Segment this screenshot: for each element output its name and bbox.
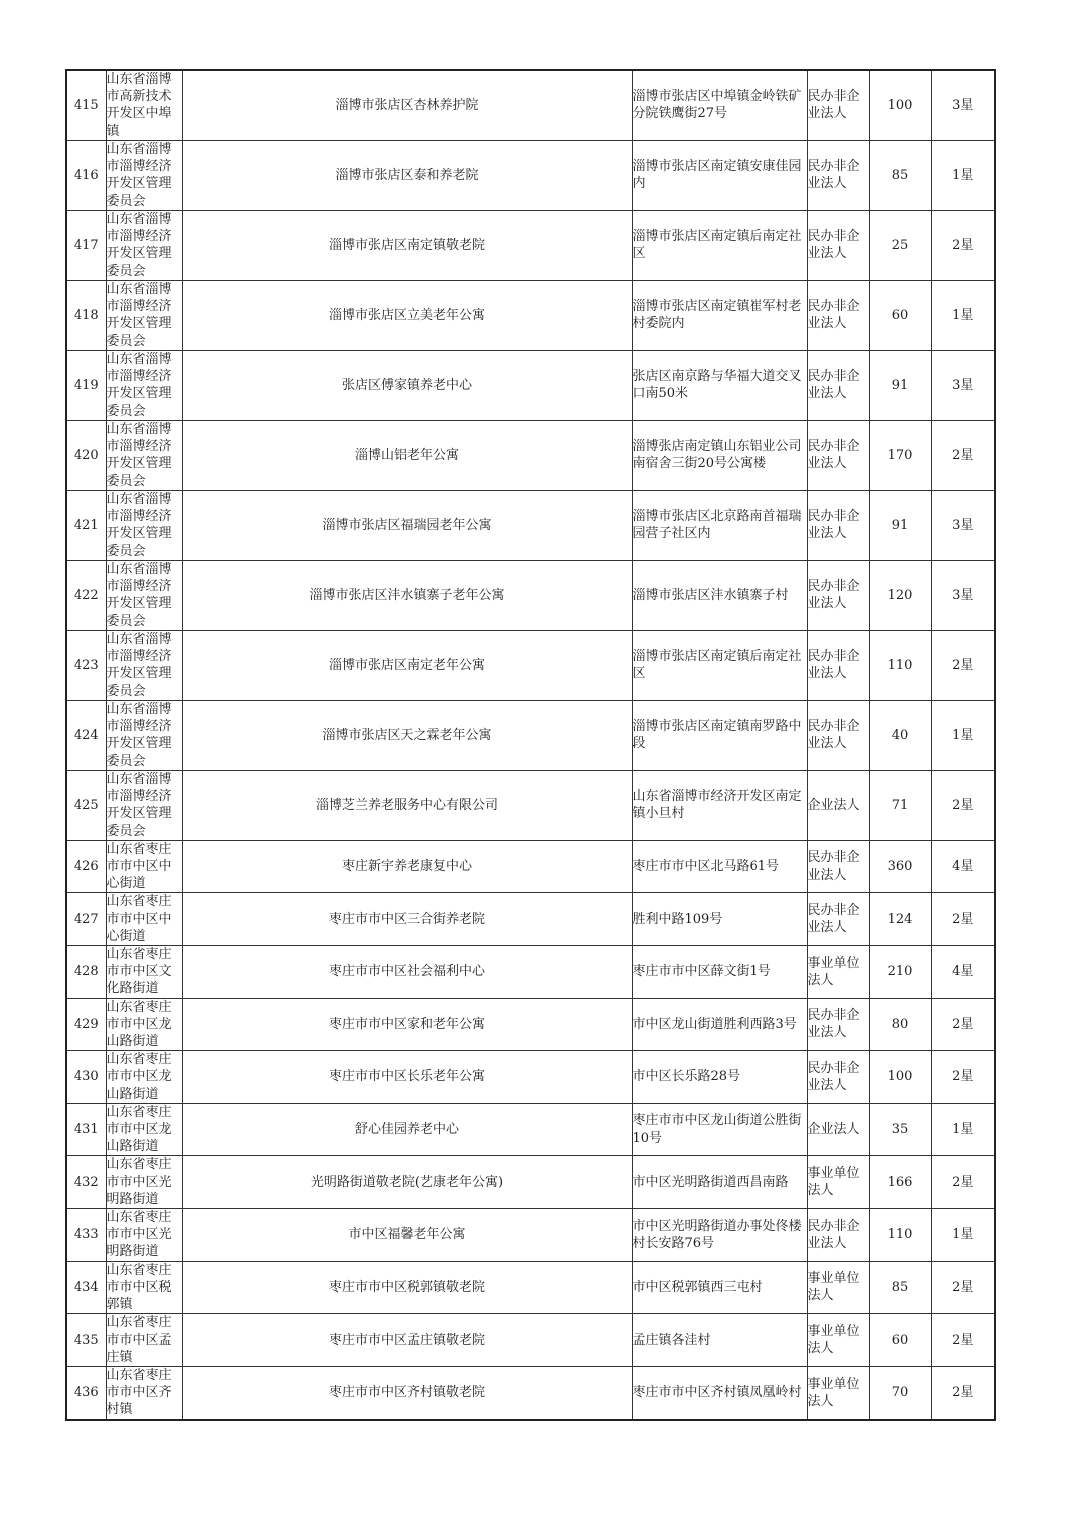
row-address: 淄博张店南定镇山东铝业公司南宿舍三街20号公寓楼 <box>632 420 807 490</box>
row-area: 山东省淄博市淄博经济开发区管理委员会 <box>106 350 182 420</box>
row-address: 淄博市张店区中埠镇金岭铁矿分院铁鹰街27号 <box>632 70 807 140</box>
row-legal-type: 民办非企业法人 <box>807 1051 869 1104</box>
table-row <box>66 420 995 490</box>
row-number: 429 <box>66 998 106 1051</box>
row-address: 淄博市张店区南定镇后南定社区 <box>632 630 807 700</box>
row-rating: 1星 <box>931 140 995 210</box>
row-number: 432 <box>66 1156 106 1209</box>
row-address: 山东省淄博市经济开发区南定镇小旦村 <box>632 770 807 840</box>
row-area: 山东省淄博市淄博经济开发区管理委员会 <box>106 700 182 770</box>
row-rating: 2星 <box>931 1156 995 1209</box>
row-legal-type: 民办非企业法人 <box>807 630 869 700</box>
row-area: 山东省枣庄市市中区齐村镇 <box>106 1366 182 1419</box>
row-number: 424 <box>66 700 106 770</box>
row-beds: 100 <box>869 1051 931 1104</box>
row-institution-name: 淄博市张店区沣水镇寨子老年公寓 <box>182 560 632 630</box>
row-number: 417 <box>66 210 106 280</box>
row-institution-name: 枣庄市市中区齐村镇敬老院 <box>182 1366 632 1419</box>
row-beds: 110 <box>869 1209 931 1262</box>
row-address: 枣庄市市中区龙山街道公胜街10号 <box>632 1103 807 1156</box>
row-beds: 91 <box>869 490 931 560</box>
row-rating: 1星 <box>931 700 995 770</box>
row-legal-type: 民办非企业法人 <box>807 70 869 140</box>
table-row <box>66 1366 995 1419</box>
row-institution-name: 枣庄市市中区社会福利中心 <box>182 946 632 999</box>
row-number: 423 <box>66 630 106 700</box>
row-address: 淄博市张店区北京路南首福瑞园营子社区内 <box>632 490 807 560</box>
row-legal-type: 民办非企业法人 <box>807 280 869 350</box>
row-institution-name: 张店区傅家镇养老中心 <box>182 350 632 420</box>
row-address: 淄博市张店区南定镇南罗路中段 <box>632 700 807 770</box>
row-institution-name: 舒心佳园养老中心 <box>182 1103 632 1156</box>
row-legal-type: 民办非企业法人 <box>807 893 869 946</box>
row-beds: 110 <box>869 630 931 700</box>
row-address: 枣庄市市中区北马路61号 <box>632 840 807 893</box>
row-beds: 120 <box>869 560 931 630</box>
row-rating: 2星 <box>931 1366 995 1419</box>
row-beds: 60 <box>869 280 931 350</box>
row-beds: 35 <box>869 1103 931 1156</box>
row-area: 山东省淄博市高新技术开发区中埠镇 <box>106 70 182 140</box>
row-area: 山东省枣庄市市中区中心街道 <box>106 840 182 893</box>
table-row <box>66 350 995 420</box>
row-beds: 85 <box>869 1261 931 1314</box>
row-institution-name: 淄博山铝老年公寓 <box>182 420 632 490</box>
row-number: 434 <box>66 1261 106 1314</box>
row-area: 山东省淄博市淄博经济开发区管理委员会 <box>106 630 182 700</box>
row-legal-type: 事业单位法人 <box>807 1366 869 1419</box>
table-row <box>66 998 995 1051</box>
row-institution-name: 枣庄市市中区家和老年公寓 <box>182 998 632 1051</box>
table-row <box>66 280 995 350</box>
row-legal-type: 民办非企业法人 <box>807 350 869 420</box>
table-row <box>66 840 995 893</box>
row-legal-type: 民办非企业法人 <box>807 560 869 630</box>
row-legal-type: 民办非企业法人 <box>807 840 869 893</box>
row-beds: 360 <box>869 840 931 893</box>
row-rating: 2星 <box>931 630 995 700</box>
row-rating: 4星 <box>931 840 995 893</box>
row-address: 市中区税郭镇西三屯村 <box>632 1261 807 1314</box>
row-area: 山东省枣庄市市中区龙山路街道 <box>106 1103 182 1156</box>
row-address: 淄博市张店区沣水镇寨子村 <box>632 560 807 630</box>
row-number: 426 <box>66 840 106 893</box>
row-institution-name: 淄博市张店区立美老年公寓 <box>182 280 632 350</box>
table-row <box>66 210 995 280</box>
row-number: 431 <box>66 1103 106 1156</box>
row-number: 435 <box>66 1314 106 1367</box>
row-rating: 3星 <box>931 490 995 560</box>
row-number: 419 <box>66 350 106 420</box>
row-address: 淄博市张店区南定镇安康佳园内 <box>632 140 807 210</box>
row-number: 418 <box>66 280 106 350</box>
row-area: 山东省枣庄市市中区中心街道 <box>106 893 182 946</box>
row-number: 436 <box>66 1366 106 1419</box>
row-number: 430 <box>66 1051 106 1104</box>
table-row <box>66 1051 995 1104</box>
row-area: 山东省枣庄市市中区孟庄镇 <box>106 1314 182 1367</box>
row-beds: 80 <box>869 998 931 1051</box>
row-address: 枣庄市市中区齐村镇凤凰岭村 <box>632 1366 807 1419</box>
row-legal-type: 企业法人 <box>807 770 869 840</box>
row-institution-name: 淄博芝兰养老服务中心有限公司 <box>182 770 632 840</box>
table-row <box>66 700 995 770</box>
row-institution-name: 淄博市张店区杏林养护院 <box>182 70 632 140</box>
row-area: 山东省淄博市淄博经济开发区管理委员会 <box>106 420 182 490</box>
row-beds: 71 <box>869 770 931 840</box>
table-row <box>66 1209 995 1262</box>
row-institution-name: 淄博市张店区南定镇敬老院 <box>182 210 632 280</box>
row-rating: 1星 <box>931 1103 995 1156</box>
row-legal-type: 民办非企业法人 <box>807 210 869 280</box>
table-row <box>66 770 995 840</box>
row-address: 淄博市张店区南定镇后南定社区 <box>632 210 807 280</box>
row-institution-name: 市中区福馨老年公寓 <box>182 1209 632 1262</box>
table-row <box>66 560 995 630</box>
row-area: 山东省淄博市淄博经济开发区管理委员会 <box>106 490 182 560</box>
row-institution-name: 淄博市张店区天之霖老年公寓 <box>182 700 632 770</box>
row-institution-name: 光明路街道敬老院(艺康老年公寓) <box>182 1156 632 1209</box>
row-institution-name: 枣庄新宇养老康复中心 <box>182 840 632 893</box>
row-number: 422 <box>66 560 106 630</box>
row-area: 山东省淄博市淄博经济开发区管理委员会 <box>106 210 182 280</box>
row-area: 山东省淄博市淄博经济开发区管理委员会 <box>106 140 182 210</box>
row-rating: 4星 <box>931 946 995 999</box>
row-beds: 210 <box>869 946 931 999</box>
table-row <box>66 140 995 210</box>
row-rating: 2星 <box>931 998 995 1051</box>
row-rating: 2星 <box>931 1314 995 1367</box>
row-institution-name: 枣庄市市中区税郭镇敬老院 <box>182 1261 632 1314</box>
row-institution-name: 枣庄市市中区长乐老年公寓 <box>182 1051 632 1104</box>
row-rating: 1星 <box>931 1209 995 1262</box>
row-beds: 166 <box>869 1156 931 1209</box>
row-legal-type: 事业单位法人 <box>807 1261 869 1314</box>
row-number: 433 <box>66 1209 106 1262</box>
table-body <box>66 70 995 1420</box>
row-number: 425 <box>66 770 106 840</box>
row-address: 张店区南京路与华福大道交叉口南50米 <box>632 350 807 420</box>
row-address: 胜利中路109号 <box>632 893 807 946</box>
elderly-care-institution-table <box>65 69 996 1421</box>
row-legal-type: 事业单位法人 <box>807 946 869 999</box>
row-beds: 100 <box>869 70 931 140</box>
row-rating: 2星 <box>931 1051 995 1104</box>
row-legal-type: 企业法人 <box>807 1103 869 1156</box>
row-beds: 124 <box>869 893 931 946</box>
row-institution-name: 枣庄市市中区三合街养老院 <box>182 893 632 946</box>
row-beds: 85 <box>869 140 931 210</box>
row-legal-type: 民办非企业法人 <box>807 140 869 210</box>
row-number: 420 <box>66 420 106 490</box>
row-area: 山东省淄博市淄博经济开发区管理委员会 <box>106 280 182 350</box>
row-rating: 2星 <box>931 770 995 840</box>
row-rating: 3星 <box>931 560 995 630</box>
row-area: 山东省枣庄市市中区税郭镇 <box>106 1261 182 1314</box>
row-number: 421 <box>66 490 106 560</box>
row-beds: 60 <box>869 1314 931 1367</box>
row-address: 孟庄镇各洼村 <box>632 1314 807 1367</box>
row-rating: 2星 <box>931 210 995 280</box>
row-rating: 3星 <box>931 70 995 140</box>
row-address: 市中区长乐路28号 <box>632 1051 807 1104</box>
row-rating: 2星 <box>931 1261 995 1314</box>
row-legal-type: 事业单位法人 <box>807 1314 869 1367</box>
row-beds: 170 <box>869 420 931 490</box>
row-area: 山东省枣庄市市中区龙山路街道 <box>106 1051 182 1104</box>
row-area: 山东省枣庄市市中区光明路街道 <box>106 1156 182 1209</box>
row-address: 市中区龙山街道胜利西路3号 <box>632 998 807 1051</box>
row-rating: 2星 <box>931 893 995 946</box>
row-beds: 25 <box>869 210 931 280</box>
row-legal-type: 民办非企业法人 <box>807 490 869 560</box>
table-row <box>66 630 995 700</box>
row-number: 416 <box>66 140 106 210</box>
row-legal-type: 事业单位法人 <box>807 1156 869 1209</box>
row-rating: 3星 <box>931 350 995 420</box>
row-number: 428 <box>66 946 106 999</box>
row-address: 市中区光明路街道办事处佟楼村长安路76号 <box>632 1209 807 1262</box>
table-row <box>66 1156 995 1209</box>
row-rating: 1星 <box>931 280 995 350</box>
row-institution-name: 枣庄市市中区孟庄镇敬老院 <box>182 1314 632 1367</box>
row-legal-type: 民办非企业法人 <box>807 420 869 490</box>
table-row <box>66 70 995 140</box>
row-institution-name: 淄博市张店区泰和养老院 <box>182 140 632 210</box>
row-beds: 91 <box>869 350 931 420</box>
row-area: 山东省淄博市淄博经济开发区管理委员会 <box>106 770 182 840</box>
table-row <box>66 1314 995 1367</box>
row-address: 枣庄市市中区薛文街1号 <box>632 946 807 999</box>
table-row <box>66 1103 995 1156</box>
row-number: 427 <box>66 893 106 946</box>
row-rating: 2星 <box>931 420 995 490</box>
table-row <box>66 946 995 999</box>
table-row <box>66 490 995 560</box>
row-legal-type: 民办非企业法人 <box>807 700 869 770</box>
row-legal-type: 民办非企业法人 <box>807 998 869 1051</box>
row-address: 淄博市张店区南定镇崔军村老村委院内 <box>632 280 807 350</box>
row-legal-type: 民办非企业法人 <box>807 1209 869 1262</box>
row-address: 市中区光明路街道西昌南路 <box>632 1156 807 1209</box>
row-beds: 40 <box>869 700 931 770</box>
row-number: 415 <box>66 70 106 140</box>
table-row <box>66 893 995 946</box>
row-institution-name: 淄博市张店区福瑞园老年公寓 <box>182 490 632 560</box>
row-institution-name: 淄博市张店区南定老年公寓 <box>182 630 632 700</box>
row-area: 山东省淄博市淄博经济开发区管理委员会 <box>106 560 182 630</box>
row-area: 山东省枣庄市市中区文化路街道 <box>106 946 182 999</box>
row-area: 山东省枣庄市市中区龙山路街道 <box>106 998 182 1051</box>
row-beds: 70 <box>869 1366 931 1419</box>
table-row <box>66 1261 995 1314</box>
row-area: 山东省枣庄市市中区光明路街道 <box>106 1209 182 1262</box>
